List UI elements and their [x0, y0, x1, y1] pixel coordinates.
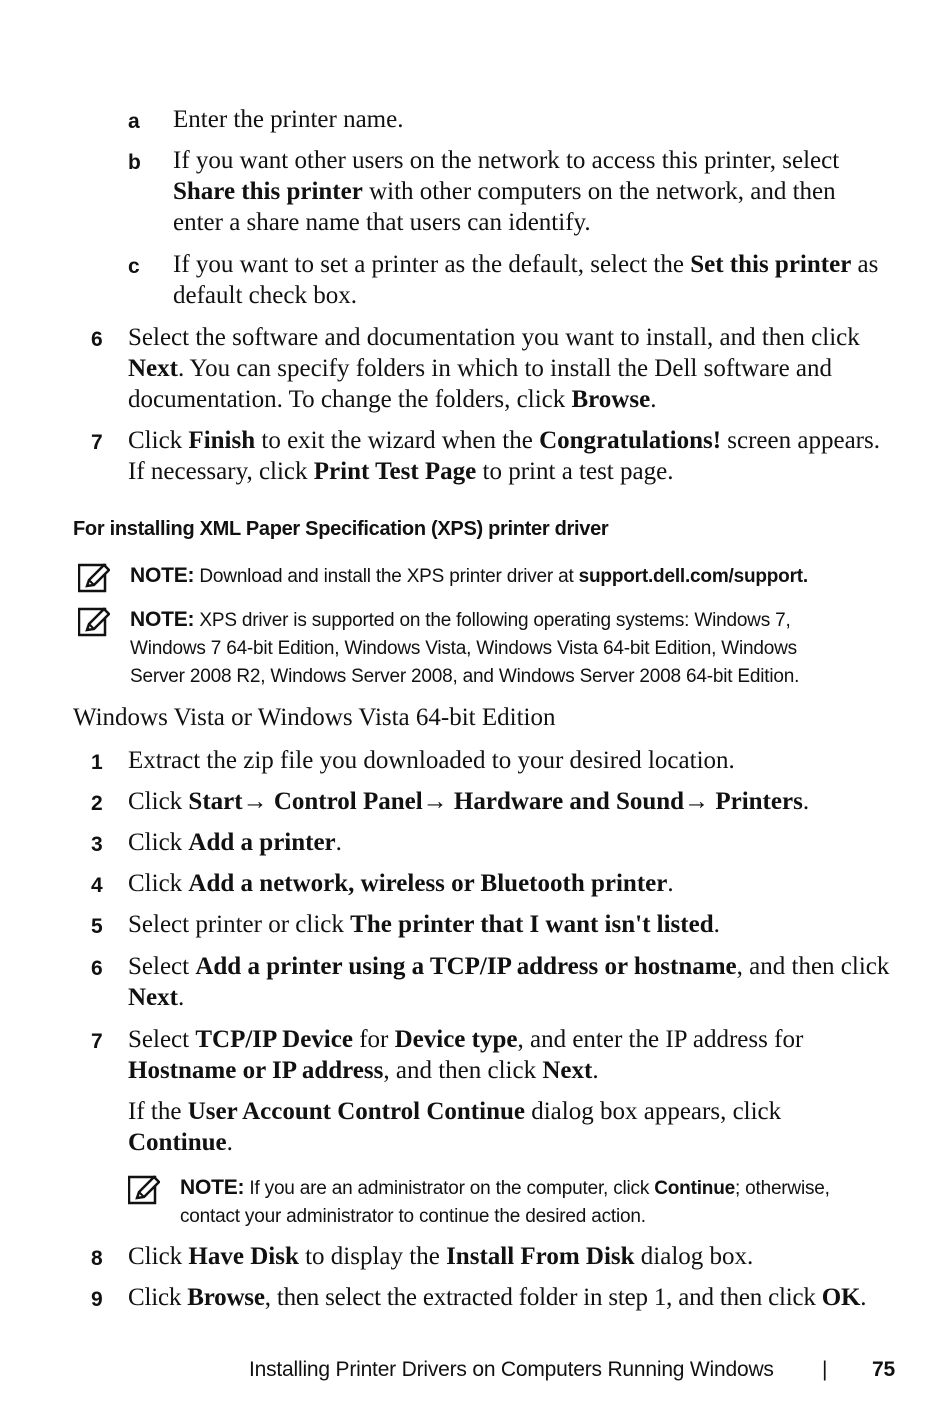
text-run: for [352, 1026, 395, 1053]
ui-term: Install From Disk [446, 1243, 635, 1270]
step-number: 8 [91, 1247, 103, 1270]
step-number: 7 [91, 1030, 103, 1053]
text-run: Click [128, 1284, 188, 1311]
text-run: . [667, 870, 674, 897]
sub-step-text: Enter the printer name. [173, 106, 404, 133]
text-run: , then select the extracted folder in step 1, and then click [264, 1284, 822, 1311]
step-number: 2 [91, 792, 103, 815]
sub-step-letter: b [128, 151, 141, 174]
section-heading: For installing XML Paper Specification (XPS) printer driver [73, 518, 609, 540]
text-run: Select printer or click [128, 911, 351, 938]
text-run: screen appears. [721, 427, 880, 454]
text-run: , and enter the IP address for [517, 1026, 804, 1053]
page-number: 75 [872, 1358, 895, 1381]
step-text [128, 951, 889, 982]
footer-title: Installing Printer Drivers on Computers Running Windows [249, 1358, 774, 1381]
note-text: Windows 7 64-bit Edition, Windows Vista, Windows Vista 64-bit Edition, Windows [130, 638, 797, 659]
step-text [128, 353, 832, 384]
note-label: NOTE: [180, 1176, 245, 1199]
note-supported-os [130, 606, 799, 691]
text-run: Select [128, 1026, 196, 1053]
text-run: to print a test page. [476, 458, 674, 485]
ui-term: Control Panel [273, 788, 423, 815]
sub-step-text: default check box. [173, 282, 357, 309]
text-run: . [177, 984, 185, 1011]
ui-term: Printers [715, 788, 803, 815]
ui-term: Congratulations! [539, 427, 722, 454]
text-run: Click [128, 870, 189, 897]
ui-term: Next [128, 984, 178, 1011]
ui-term: Start [188, 788, 243, 815]
ui-term: Share this printer [173, 178, 363, 205]
note-pencil-icon [78, 562, 110, 594]
text-run: . [713, 911, 720, 938]
sub-step-letter: c [128, 255, 140, 278]
ui-term: Browse [571, 386, 651, 413]
text-run: to exit the wizard when the [255, 427, 540, 454]
sub-step-text: If you want other users on the network to access this printer, select [173, 147, 840, 174]
sub-step-text [173, 249, 878, 280]
ui-term: Hostname or IP address [128, 1057, 384, 1084]
step-number: 4 [91, 874, 103, 897]
text-run: , and then click [383, 1057, 543, 1084]
step-number: 5 [91, 915, 103, 938]
note-pencil-icon [78, 606, 110, 638]
ui-term: The printer that I want isn't listed [350, 911, 714, 938]
ui-term: OK [821, 1284, 861, 1311]
step-paragraph [128, 1096, 781, 1127]
ui-term: Set this printer [690, 251, 852, 278]
text-run: dialog box appears, click [524, 1098, 782, 1125]
text-run: If necessary, click [128, 458, 314, 485]
text-run: If the [128, 1098, 188, 1125]
step-number: 9 [91, 1288, 103, 1311]
note-text: XPS driver is supported on the following operating systems: Windows 7, [194, 610, 791, 631]
text-run: . [335, 829, 342, 856]
text-run: . [592, 1057, 599, 1084]
step-number: 6 [91, 328, 103, 351]
step-text [128, 786, 809, 817]
note-download [130, 562, 808, 591]
text-run: , and then click [736, 953, 890, 980]
arrow: → [422, 788, 454, 815]
text-run: Click [128, 1243, 189, 1270]
text-run: with other computers on the network, and then [362, 178, 836, 205]
step-text [128, 868, 674, 899]
note-text: contact your administrator to continue the desired action. [180, 1206, 646, 1227]
step-text [128, 384, 656, 415]
sub-step-letter: a [128, 110, 140, 133]
step-text [128, 1282, 866, 1313]
step-text [128, 909, 720, 940]
text-run: . [802, 788, 810, 815]
ui-term: Add a network, wireless or Bluetooth printer [188, 870, 668, 897]
step-paragraph [128, 1127, 233, 1158]
step-number: 6 [91, 957, 103, 980]
text-run: as [851, 251, 879, 278]
step-text [128, 425, 880, 456]
note-label: NOTE: [130, 608, 195, 631]
step-text: Extract the zip file you downloaded to your desired location. [128, 747, 735, 774]
step-text [128, 982, 184, 1013]
ui-term: Print Test Page [313, 458, 477, 485]
text-run: . [226, 1129, 233, 1156]
text-run: . You can specify folders in which to install the Dell software and [177, 355, 833, 382]
step-text [128, 1241, 753, 1272]
arrow: → [242, 788, 274, 815]
ui-term: Browse [187, 1284, 265, 1311]
text-run: documentation. To change the folders, click [128, 386, 572, 413]
step-number: 7 [91, 431, 103, 454]
note-text: ; otherwise, [734, 1178, 830, 1199]
text-run: dialog box. [634, 1243, 754, 1270]
text-run: to display the [298, 1243, 447, 1270]
ui-term: Hardware and Sound [453, 788, 685, 815]
text-run: . [860, 1284, 867, 1311]
ui-term: Have Disk [188, 1243, 299, 1270]
step-text [128, 1055, 599, 1086]
ui-term: Add a printer using a TCP/IP address or hostname [195, 953, 737, 980]
ui-term: Next [542, 1057, 593, 1084]
text-run: Click [128, 427, 189, 454]
os-subheading: Windows Vista or Windows Vista 64-bit Edition [73, 704, 556, 731]
note-text: Download and install the XPS printer driver at [194, 566, 579, 587]
text-run: Click [128, 829, 189, 856]
arrow: → [684, 788, 716, 815]
ui-term: Add a printer [188, 829, 336, 856]
step-text: Select the software and documentation you want to install, and then click [128, 324, 860, 351]
text-run: Click [128, 788, 189, 815]
text-run: If you want to set a printer as the default, select the [173, 251, 691, 278]
text-run: Select [128, 953, 196, 980]
ui-term: Finish [188, 427, 256, 454]
note-text: Server 2008 R2, Windows Server 2008, and Windows Server 2008 64-bit Edition. [130, 666, 800, 687]
ui-term: User Account Control Continue [187, 1098, 525, 1125]
support-link[interactable]: support.dell.com/support. [578, 566, 808, 587]
ui-term: Continue [654, 1178, 735, 1199]
text-run: . [650, 386, 657, 413]
note-pencil-icon [128, 1174, 160, 1206]
step-number: 3 [91, 833, 103, 856]
ui-term: Device type [394, 1026, 518, 1053]
step-text [128, 456, 673, 487]
step-text [128, 827, 342, 858]
sub-step-text: enter a share name that users can identify. [173, 209, 591, 236]
step-number: 1 [91, 751, 103, 774]
step-text [128, 1024, 803, 1055]
note-administrator [180, 1174, 830, 1231]
note-label: NOTE: [130, 564, 195, 587]
footer-separator: | [822, 1358, 828, 1381]
note-text: If you are an administrator on the computer, click [244, 1178, 655, 1199]
ui-term: Continue [128, 1129, 227, 1156]
ui-term: TCP/IP Device [195, 1026, 353, 1053]
ui-term: Next [128, 355, 178, 382]
sub-step-text [173, 176, 836, 207]
